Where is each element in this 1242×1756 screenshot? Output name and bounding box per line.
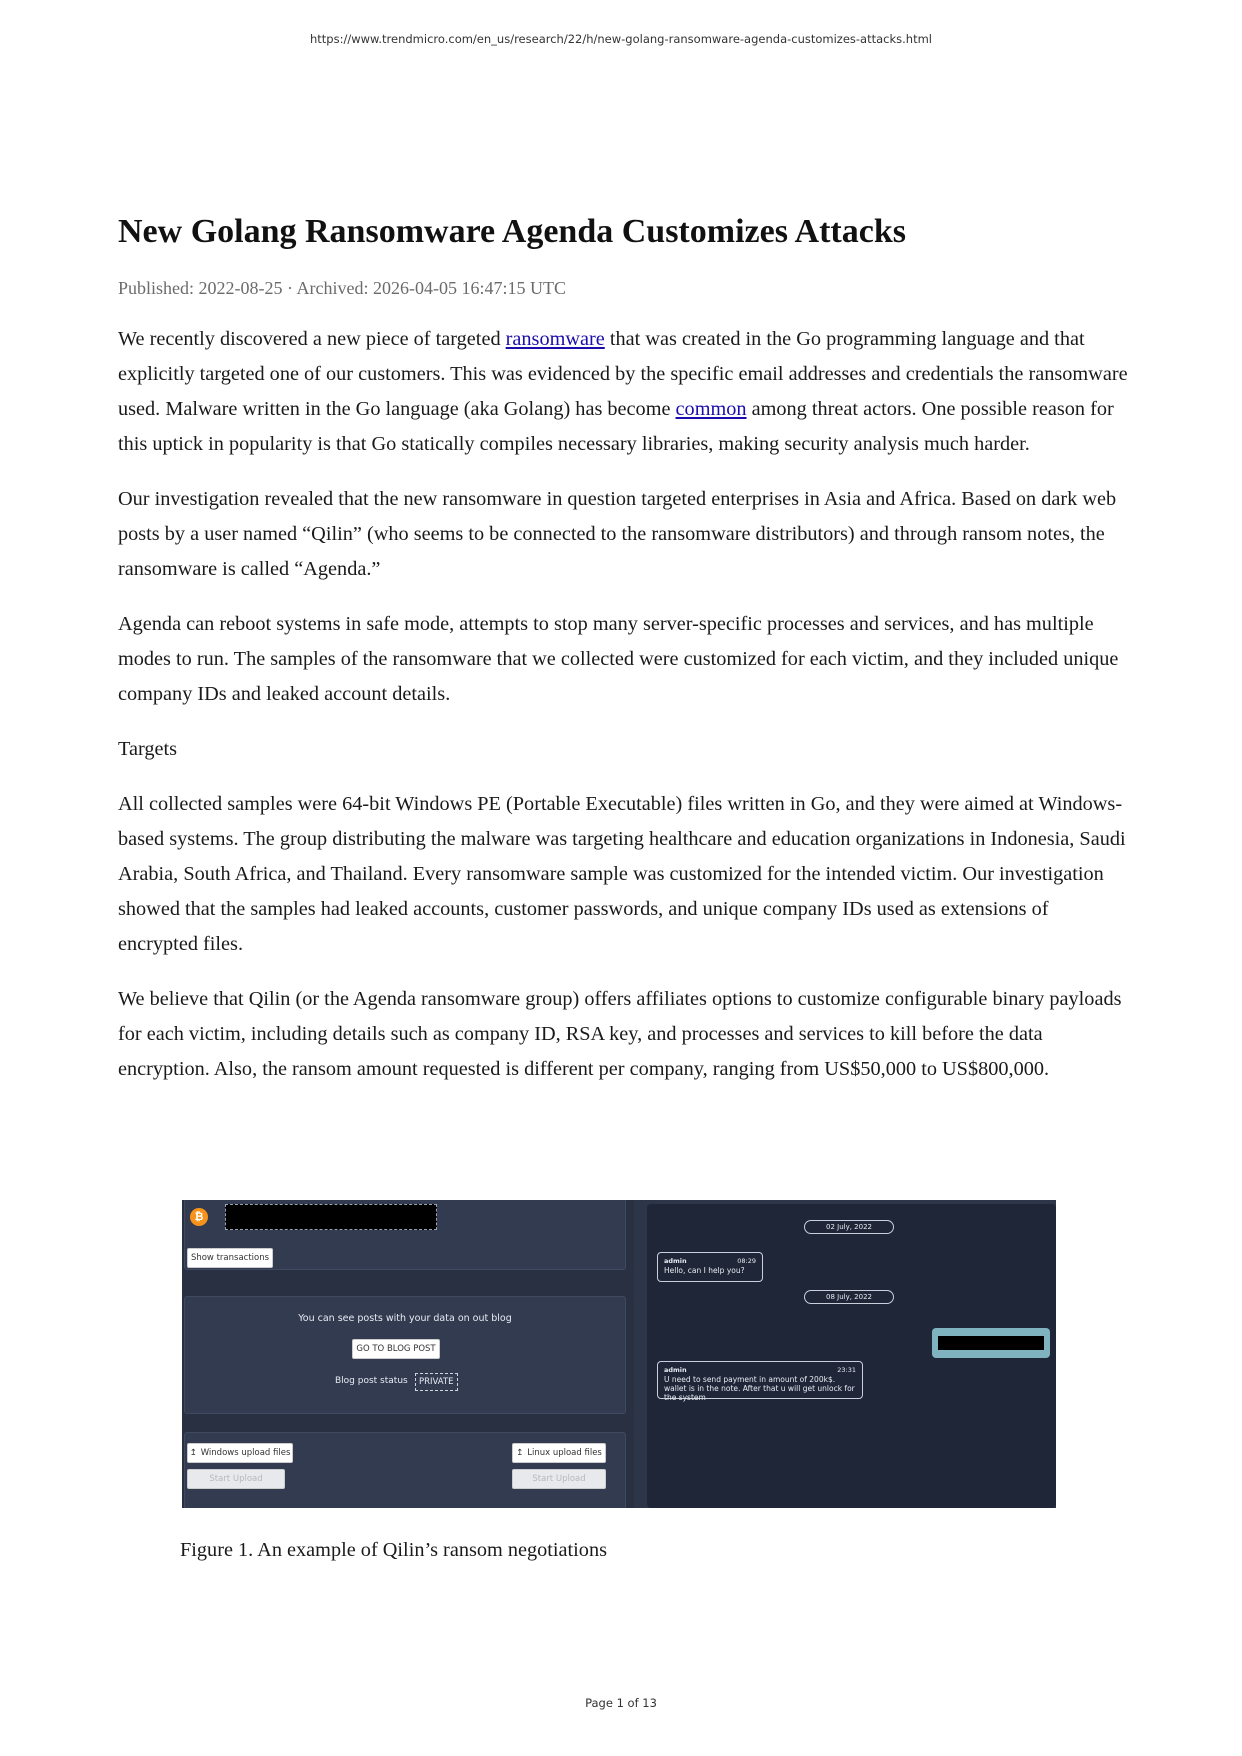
article-title: New Golang Ransomware Agenda Customizes Attacks	[118, 213, 906, 250]
section-heading-targets: Targets	[118, 738, 178, 760]
show-transactions-button[interactable]: Show transactions	[187, 1248, 273, 1268]
upload-icon: ↥	[516, 1448, 524, 1458]
blog-panel	[184, 1296, 626, 1414]
chat-date-1: 02 July, 2022	[804, 1220, 894, 1234]
chat-message-2: admin 23:31 U need to send payment in amount of 200k$. wallet is in the note. After that u will get unlock for the system	[657, 1361, 863, 1399]
paragraph-1: We recently discovered a new piece of targeted ransomware that was created in the Go programming language and that explicitly targeted one of our customers. This was evidenced by the specific email addresses and credentials the ransomware used. Malware written in the Go language (aka Golang) has become common among threat actors. One possible reason for this uptick in popularity is that Go statically compiles necessary libraries, making security analysis much harder.	[118, 328, 1128, 455]
blog-status-label: Blog post status	[335, 1376, 408, 1386]
page-number: Page 1 of 13	[585, 1696, 657, 1710]
upload-icon: ↥	[189, 1448, 197, 1458]
windows-upload-button[interactable]: ↥ Windows upload files	[187, 1443, 293, 1463]
paragraph-2: Our investigation revealed that the new ransomware in question targeted enterprises in Asia and Africa. Based on dark web posts by a user named “Qilin” (who seems to be connected to the ransomware distributors) and through ransom notes, the ransomware is called “Agenda.”	[118, 488, 1117, 580]
linux-start-upload-button[interactable]: Start Upload	[512, 1469, 606, 1489]
paragraph-5: We believe that Qilin (or the Agenda ransomware group) offers affiliates options to customize configurable binary payloads for each victim, including details such as company ID, RSA key, and processes and services to kill before the data encryption. Also, the ransom amount requested is different per company, ranging from US$50,000 to US$800,000.	[118, 988, 1122, 1080]
common-link[interactable]: common	[675, 398, 747, 420]
paragraph-4: All collected samples were 64-bit Windows PE (Portable Executable) files written in Go, and they were aimed at Windows-based systems. The group distributing the malware was targeting healthcare and education organizations in Indonesia, Saudi Arabia, South Africa, and Thailand. Every ransomware sample was customized for the intended victim. Our investigation showed that the samples had leaked accounts, customer passwords, and unique company IDs used as extensions of encrypted files.	[118, 793, 1126, 955]
redacted-wallet	[225, 1204, 437, 1230]
figure-screenshot	[182, 1200, 1056, 1508]
bitcoin-icon: ₿	[190, 1208, 208, 1226]
go-to-blog-button[interactable]: GO TO BLOG POST	[352, 1339, 440, 1359]
wallet-panel	[184, 1200, 626, 1270]
chat-pane	[647, 1204, 1056, 1508]
article-meta: Published: 2022-08-25 · Archived: 2026-04-05 16:47:15 UTC	[118, 278, 566, 298]
page-url: https://www.trendmicro.com/en_us/research/22/h/new-golang-ransomware-agenda-customizes-attacks.html	[310, 32, 932, 46]
figure-caption: Figure 1. An example of Qilin’s ransom negotiations	[180, 1539, 607, 1561]
windows-start-upload-button[interactable]: Start Upload	[187, 1469, 285, 1489]
redacted-message	[932, 1328, 1050, 1358]
paragraph-3: Agenda can reboot systems in safe mode, attempts to stop many server-specific processes and services, and has multiple modes to run. The samples of the ransomware that we collected were customized for each victim, and they included unique company IDs and leaked account details.	[118, 613, 1119, 705]
article	[118, 210, 1128, 1087]
figure-left-pane	[182, 1200, 634, 1508]
ransomware-link[interactable]: ransomware	[505, 328, 605, 350]
chat-date-2: 08 July, 2022	[804, 1290, 894, 1304]
chat-message-1: admin 08:29 Hello, can I help you?	[657, 1252, 763, 1282]
upload-panel	[184, 1432, 626, 1508]
linux-upload-button[interactable]: ↥ Linux upload files	[512, 1443, 606, 1463]
blog-status-value: PRIVATE	[415, 1373, 458, 1391]
blog-text: You can see posts with your data on out blog	[298, 1313, 512, 1324]
